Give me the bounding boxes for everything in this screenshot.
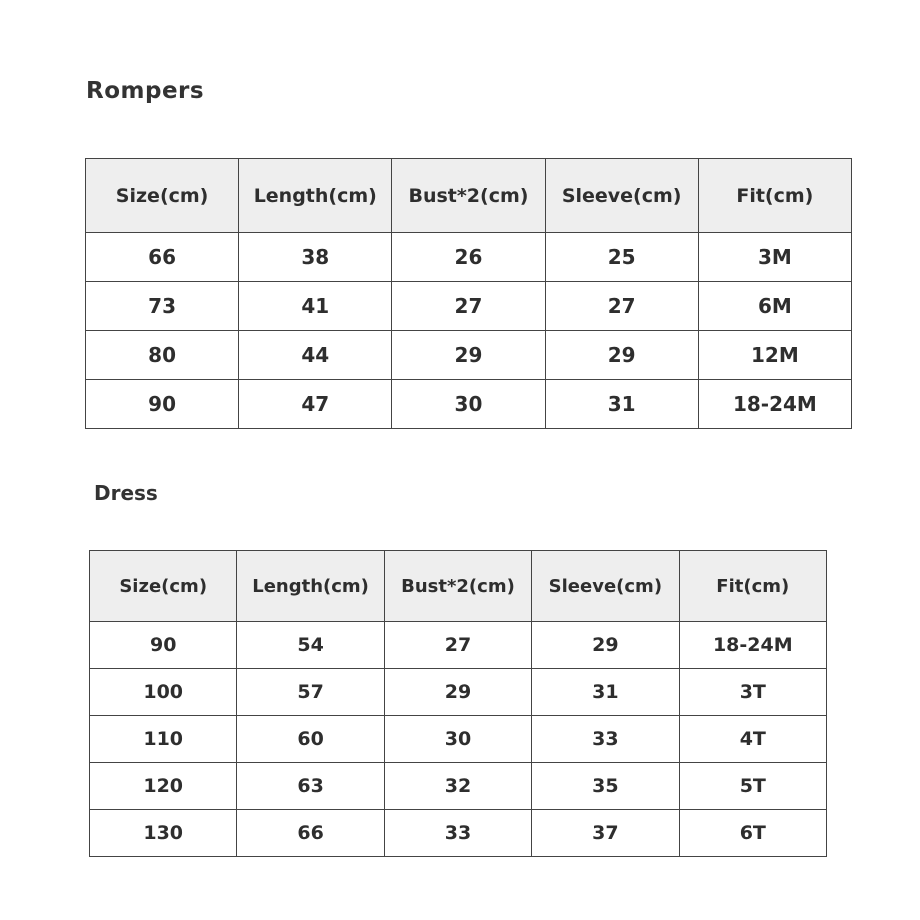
table-cell: 110 xyxy=(90,716,237,763)
column-header-size: Size(cm) xyxy=(86,159,239,233)
table-cell: 66 xyxy=(86,233,239,282)
table-cell: 41 xyxy=(239,282,392,331)
table-cell: 29 xyxy=(532,622,679,669)
rompers-size-table xyxy=(85,158,852,429)
table-cell: 47 xyxy=(239,380,392,429)
table-header-row xyxy=(86,159,852,233)
table-cell: 12M xyxy=(698,331,851,380)
table-cell: 29 xyxy=(545,331,698,380)
table-cell: 130 xyxy=(90,810,237,857)
table-row xyxy=(90,622,827,669)
table-cell: 6M xyxy=(698,282,851,331)
table-cell: 27 xyxy=(392,282,545,331)
table-cell: 80 xyxy=(86,331,239,380)
table-cell: 33 xyxy=(532,716,679,763)
table-cell: 18-24M xyxy=(679,622,826,669)
dress-size-table xyxy=(89,550,827,857)
column-header-sleeve: Sleeve(cm) xyxy=(532,551,679,622)
table-cell: 33 xyxy=(384,810,531,857)
table-cell: 60 xyxy=(237,716,384,763)
table-cell: 44 xyxy=(239,331,392,380)
table-row xyxy=(86,282,852,331)
column-header-sleeve: Sleeve(cm) xyxy=(545,159,698,233)
table-row xyxy=(90,669,827,716)
column-header-fit: Fit(cm) xyxy=(698,159,851,233)
table-cell: 90 xyxy=(90,622,237,669)
table-cell: 90 xyxy=(86,380,239,429)
table-cell: 27 xyxy=(545,282,698,331)
table-cell: 25 xyxy=(545,233,698,282)
column-header-bust: Bust*2(cm) xyxy=(392,159,545,233)
table-cell: 31 xyxy=(532,669,679,716)
table-cell: 54 xyxy=(237,622,384,669)
table-cell: 31 xyxy=(545,380,698,429)
table-cell: 6T xyxy=(679,810,826,857)
table-cell: 37 xyxy=(532,810,679,857)
table-cell: 35 xyxy=(532,763,679,810)
table-cell: 3T xyxy=(679,669,826,716)
table-cell: 63 xyxy=(237,763,384,810)
column-header-length: Length(cm) xyxy=(237,551,384,622)
table-cell: 26 xyxy=(392,233,545,282)
table-cell: 57 xyxy=(237,669,384,716)
dress-section-title: Dress xyxy=(94,481,158,505)
table-cell: 18-24M xyxy=(698,380,851,429)
table-cell: 30 xyxy=(384,716,531,763)
table-cell: 5T xyxy=(679,763,826,810)
table-row xyxy=(86,331,852,380)
table-cell: 29 xyxy=(392,331,545,380)
column-header-size: Size(cm) xyxy=(90,551,237,622)
column-header-fit: Fit(cm) xyxy=(679,551,826,622)
table-row xyxy=(90,716,827,763)
table-cell: 4T xyxy=(679,716,826,763)
table-cell: 100 xyxy=(90,669,237,716)
table-cell: 66 xyxy=(237,810,384,857)
table-row xyxy=(86,233,852,282)
table-row xyxy=(86,380,852,429)
table-cell: 38 xyxy=(239,233,392,282)
table-cell: 3M xyxy=(698,233,851,282)
table-cell: 29 xyxy=(384,669,531,716)
table-cell: 30 xyxy=(392,380,545,429)
column-header-bust: Bust*2(cm) xyxy=(384,551,531,622)
column-header-length: Length(cm) xyxy=(239,159,392,233)
table-cell: 73 xyxy=(86,282,239,331)
table-cell: 32 xyxy=(384,763,531,810)
table-header-row xyxy=(90,551,827,622)
table-cell: 120 xyxy=(90,763,237,810)
rompers-section-title: Rompers xyxy=(86,78,205,104)
table-cell: 27 xyxy=(384,622,531,669)
table-row xyxy=(90,763,827,810)
table-row xyxy=(90,810,827,857)
